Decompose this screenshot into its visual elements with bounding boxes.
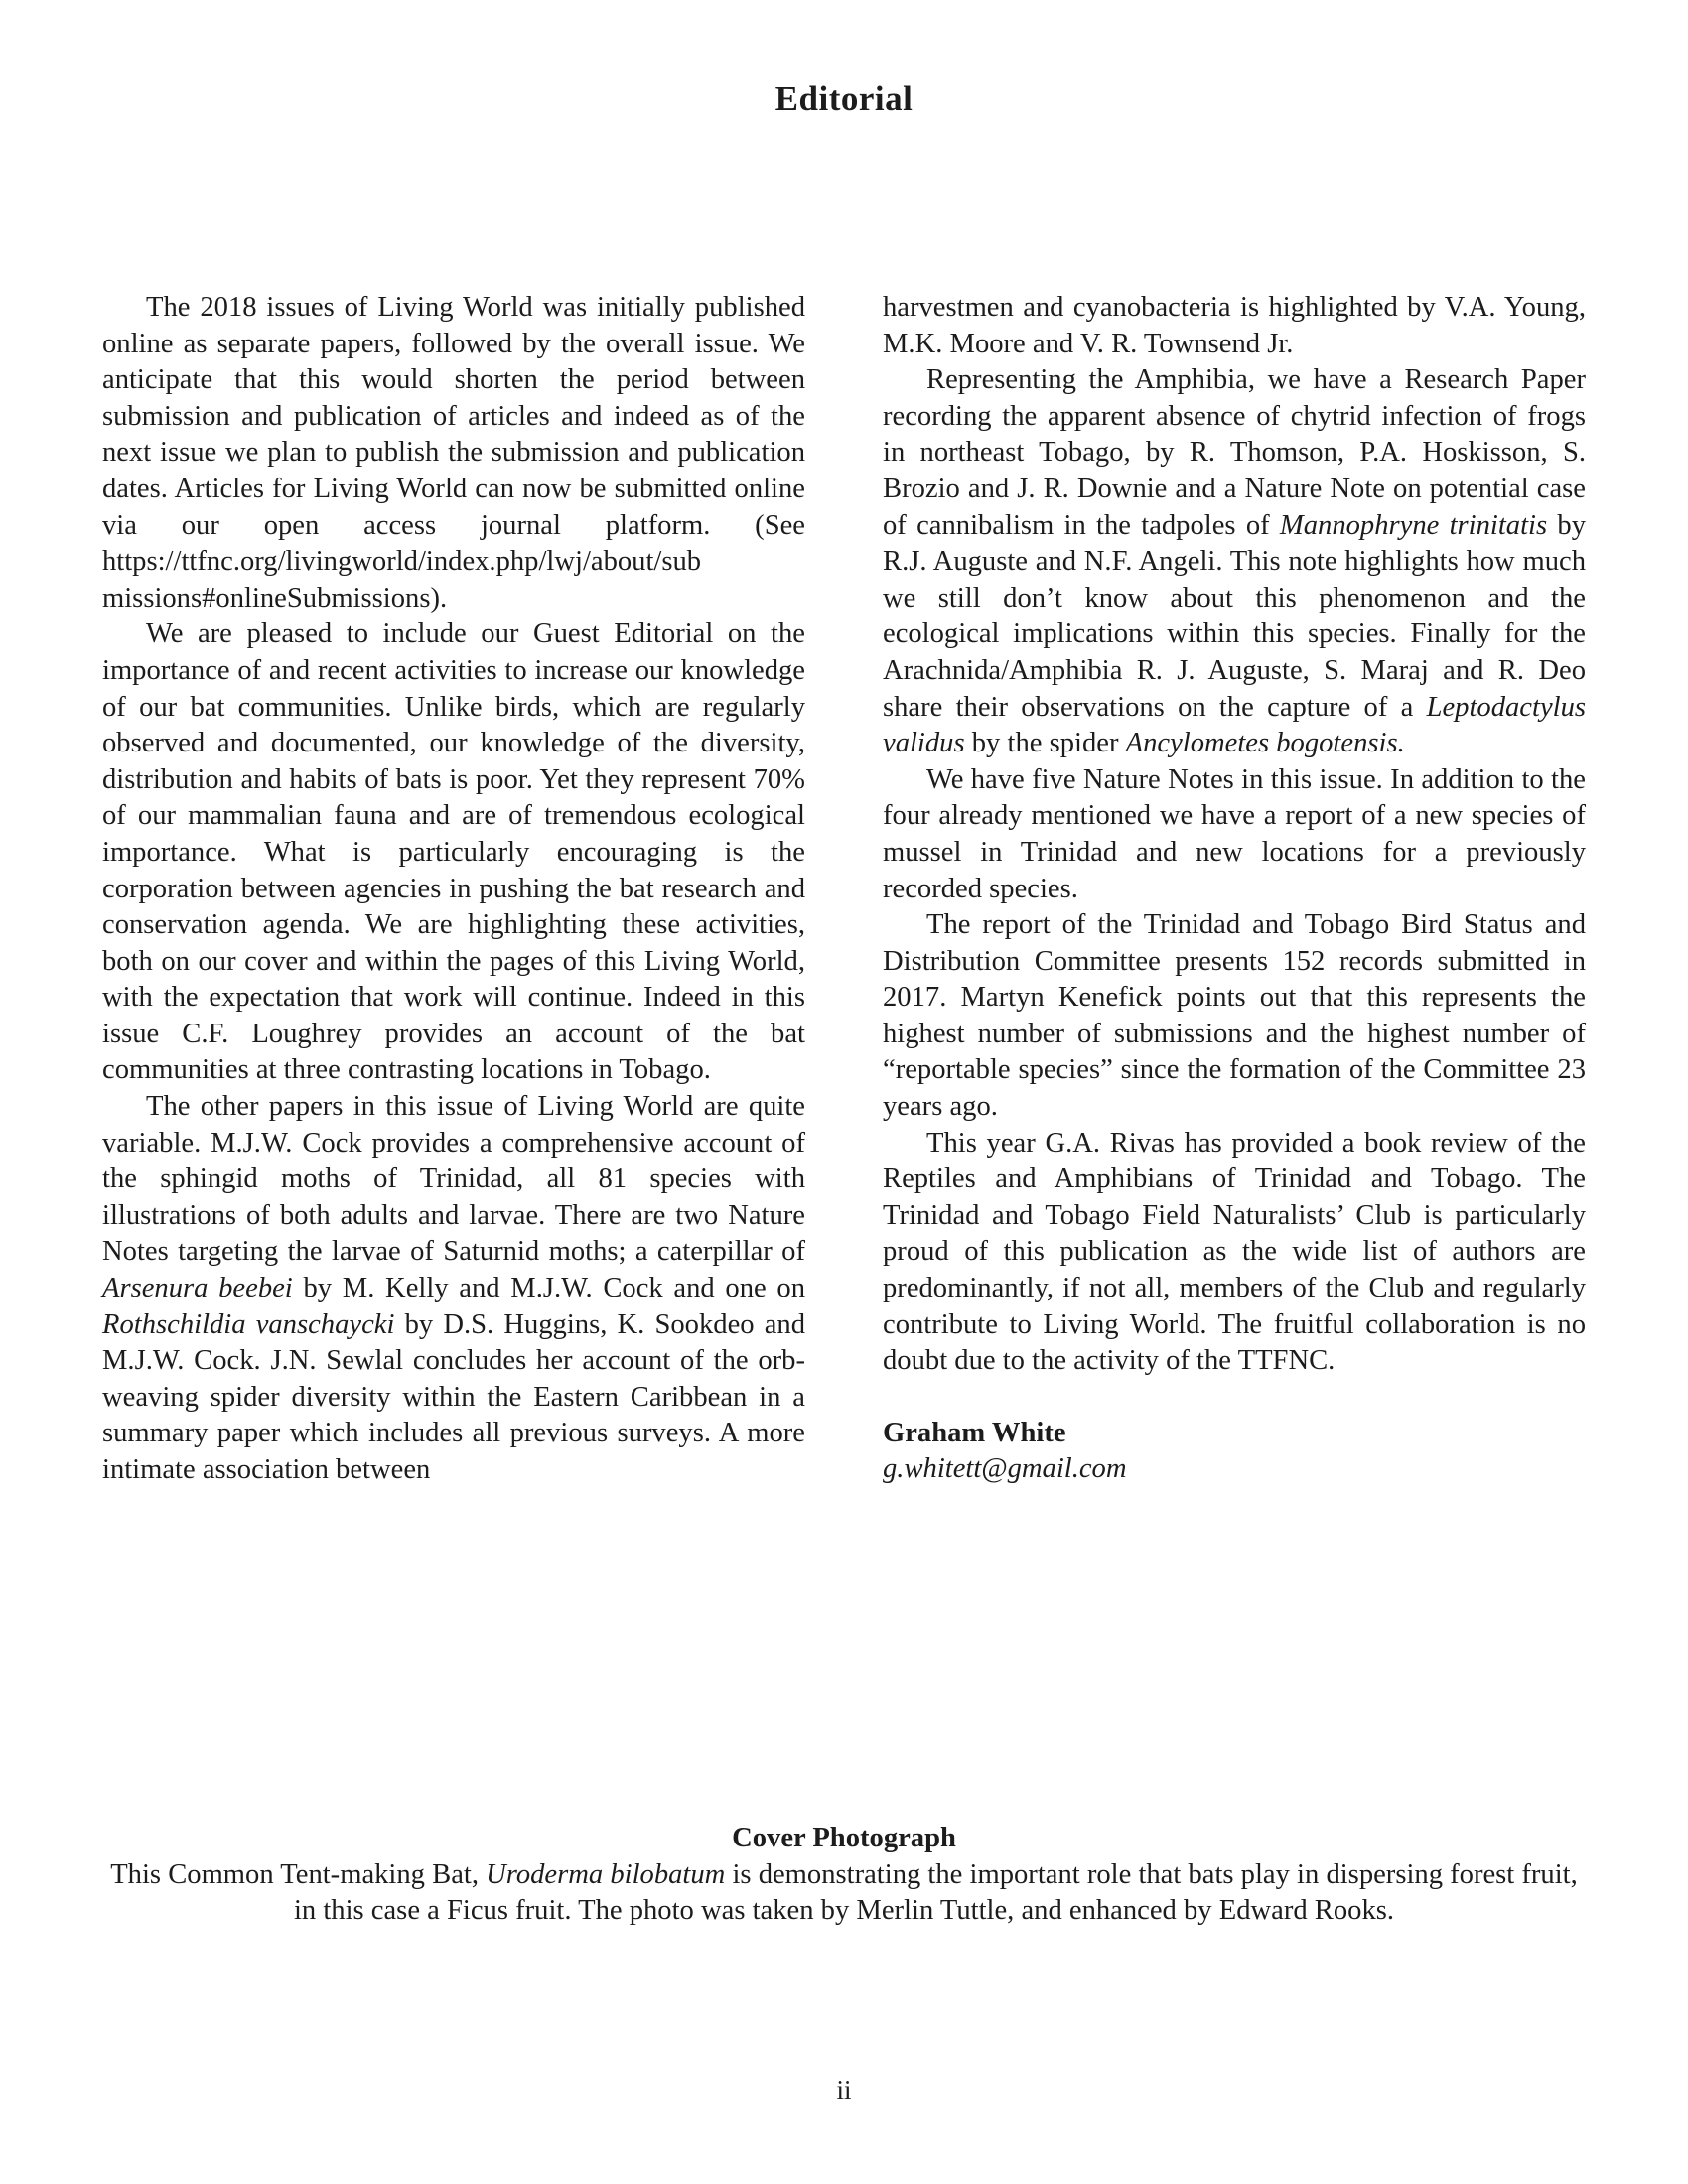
species-name: Arsenura beebei <box>102 1273 293 1304</box>
cover-text: is demonstrating the important role that bats play in dispersing forest fruit, in this case a Ficus fruit. The photo was taken by Merlin Tuttle, and enhanced by Edward Rooks. <box>293 1858 1578 1927</box>
signature-name: Graham White <box>883 1417 1066 1448</box>
paragraph-other-papers <box>102 1089 805 1489</box>
page-title: Editorial <box>774 79 914 118</box>
page-number: ii <box>836 2075 852 2105</box>
paragraph-book-review: This year G.A. Rivas has provided a book review of the Reptiles and Amphibians of Trinidad and Tobago. The Trinidad and Tobago Field Naturalists’ Club is particularly proud of this publication as the wide list of authors are predominantly, if not all, members of the Club and regularly contribute to Living World. The fruitful collaboration is no doubt due to the activity of the TTFNC. <box>883 1127 1586 1377</box>
paragraph-amphibia <box>883 362 1586 762</box>
text-segment: by R.J. Auguste and N.F. Angeli. This note highlights how much we still don’t know about this phenomenon and the ecological implications within this species. Finally for the Arachnida/Amphibia R. J. Auguste, S. Maraj and R. Deo share their observations on the capture of a <box>883 509 1586 723</box>
paragraph-bird-committee: The report of the Trinidad and Tobago Bird Status and Distribution Committee presents 152 records submitted in 2017. Martyn Kenefick points out that this represents the highest number of submissions and the highest number of “reportable species” since the formation of the Committee 23 years ago. <box>883 909 1586 1123</box>
paragraph-continuation: harvestmen and cyanobacteria is highlighted by V.A. Young, M.K. Moore and V. R. Townsend Jr. <box>883 292 1586 359</box>
cover-title: Cover Photograph <box>732 1823 956 1853</box>
text-segment: by the spider <box>964 728 1126 759</box>
species-name: Rothschildia vanschaycki <box>102 1308 395 1340</box>
right-column <box>883 290 1586 1488</box>
species-name: Mannophryne trinitatis <box>1279 509 1548 541</box>
text-segment: The other papers in this issue of Living World are quite variable. M.J.W. Cock provides a comprehensive account of the sphingid moths of Trinidad, all 81 species with illustrations of both adults and larvae. There are two Nature Notes targeting the larvae of Saturnid moths; a caterpillar of <box>102 1091 805 1268</box>
species-name: Uroderma bilobatum <box>486 1858 726 1890</box>
text-segment: by D.S. Huggins, K. Sookdeo and M.J.W. Cock. J.N. Sewlal concludes her account of the orb-weaving spider diversity within the Eastern Caribbean in a summary paper which includes all previous surveys. A more intimate association between <box>102 1308 805 1485</box>
paragraph-bats: We are pleased to include our Guest Editorial on the importance of and recent activities to increase our knowledge of our bat communities. Unlike birds, which are regularly observed and documented, our knowledge of the diversity, distribution and habits of bats is poor. Yet they represent 70% of our mammalian fauna and are of tremendous ecological importance. What is particularly encouraging is the corporation between agencies in pushing the bat research and conservation agenda. We are highlighting these activities, both on our cover and within the pages of this Living World, with the expectation that work will continue. Indeed in this issue C.F. Loughrey provides an account of the bat communities at three contrasting locations in Tobago. <box>102 618 805 1086</box>
text-segment: by M. Kelly and M.J.W. Cock and one on <box>292 1273 805 1304</box>
signature <box>883 1416 1586 1488</box>
species-name: Ancylometes bogotensis. <box>1125 728 1405 759</box>
cover-text: This Common Tent-making Bat, <box>110 1858 487 1890</box>
text-segment: Representing the Amphibia, we have a Research Paper recording the apparent absence of chytrid infection of frogs in northeast Tobago, by R. Thomson, P.A. Hoskisson, S. Brozio and J. R. Downie and a Nature Note on potential case of cannibalism in the tadpoles of <box>883 364 1586 541</box>
paragraph-nature-notes: We have five Nature Notes in this issue. In addition to the four already mentioned we have a report of a new species of mussel in Trinidad and new locations for a previously recorded species. <box>883 763 1586 904</box>
species-name: Leptodactylus validus <box>883 691 1586 759</box>
paragraph-publication: The 2018 issues of Living World was initially published online as separate papers, followed by the overall issue. We anticipate that this would shorten the period between submission and publication of articles and indeed as of the next issue we plan to publish the submission and publication dates. Articles for Living World can now be submitted online via our open access journal platform. (See https://ttfnc.org/livingworld/index.php/lwj/about/sub​missions#onlineSubmissions). <box>102 292 805 614</box>
cover-photograph-caption <box>99 1821 1589 1930</box>
signature-email: g.whitett@gmail.com <box>883 1453 1127 1485</box>
left-column <box>102 290 805 1489</box>
